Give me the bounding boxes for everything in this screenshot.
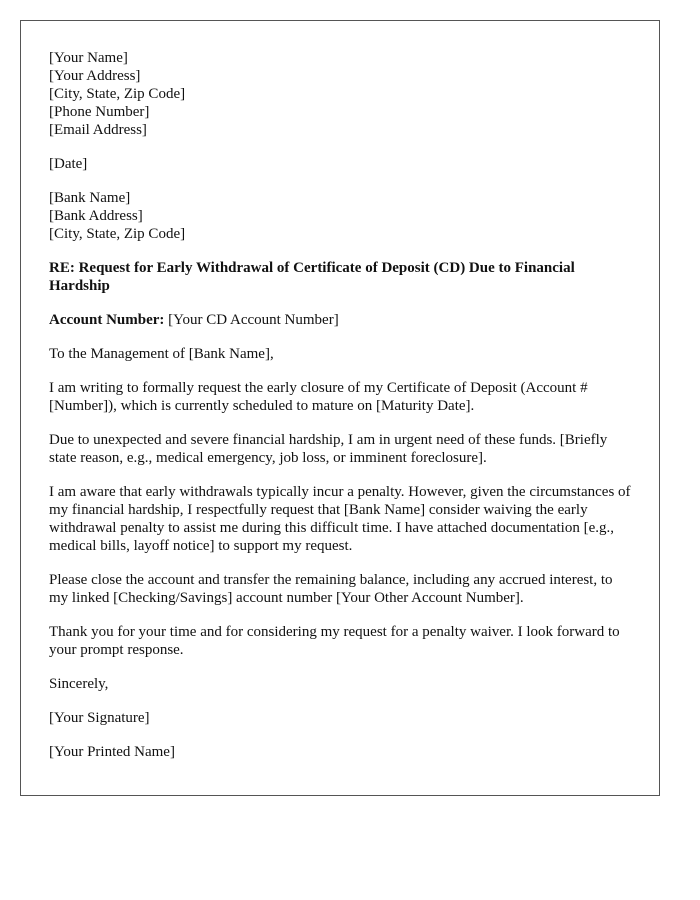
letter-frame	[20, 20, 660, 796]
sender-block	[49, 49, 635, 139]
date-block	[49, 155, 635, 173]
sender-email: [Email Address]	[49, 122, 147, 138]
body-paragraph-5: Thank you for your time and for considering my request for a penalty waiver. I look forward to your prompt response.	[49, 624, 620, 658]
account-number-label: Account Number:	[49, 312, 165, 328]
letter-content	[49, 49, 635, 761]
body-paragraph-3: I am aware that early withdrawals typically incur a penalty. However, given the circumstances of my financial hardship, I respectfully request that [Bank Name] consider waiving the early withdrawal penalty to assist me during this difficult time. I have attached documentation [e.g., medical bills, layoff notice] to support my request.	[49, 484, 631, 554]
sender-name: [Your Name]	[49, 50, 128, 66]
letter-date: [Date]	[49, 156, 88, 172]
recipient-city-state-zip: [City, State, Zip Code]	[49, 226, 186, 242]
sender-city-state-zip: [City, State, Zip Code]	[49, 86, 186, 102]
recipient-bank-address: [Bank Address]	[49, 208, 143, 224]
salutation: To the Management of [Bank Name],	[49, 346, 274, 362]
recipient-bank-name: [Bank Name]	[49, 190, 131, 206]
sender-phone: [Phone Number]	[49, 104, 150, 120]
sender-address: [Your Address]	[49, 68, 141, 84]
signature-line: [Your Signature]	[49, 710, 150, 726]
subject-line: RE: Request for Early Withdrawal of Certificate of Deposit (CD) Due to Financial Hardship	[49, 260, 575, 294]
recipient-block	[49, 189, 635, 243]
body-paragraph-1: I am writing to formally request the early closure of my Certificate of Deposit (Account # [Number]), which is currently scheduled to mature on [Maturity Date].	[49, 380, 588, 414]
printed-name-line: [Your Printed Name]	[49, 744, 175, 760]
body-paragraph-4: Please close the account and transfer the remaining balance, including any accrued interest, to my linked [Checking/Savings] account number [Your Other Account Number].	[49, 572, 613, 606]
account-number-line	[49, 311, 635, 329]
account-number-value: [Your CD Account Number]	[164, 312, 339, 328]
body-paragraph-2: Due to unexpected and severe financial hardship, I am in urgent need of these funds. [Briefly state reason, e.g., medical emergency, job loss, or imminent foreclosure].	[49, 432, 608, 466]
closing: Sincerely,	[49, 676, 109, 692]
